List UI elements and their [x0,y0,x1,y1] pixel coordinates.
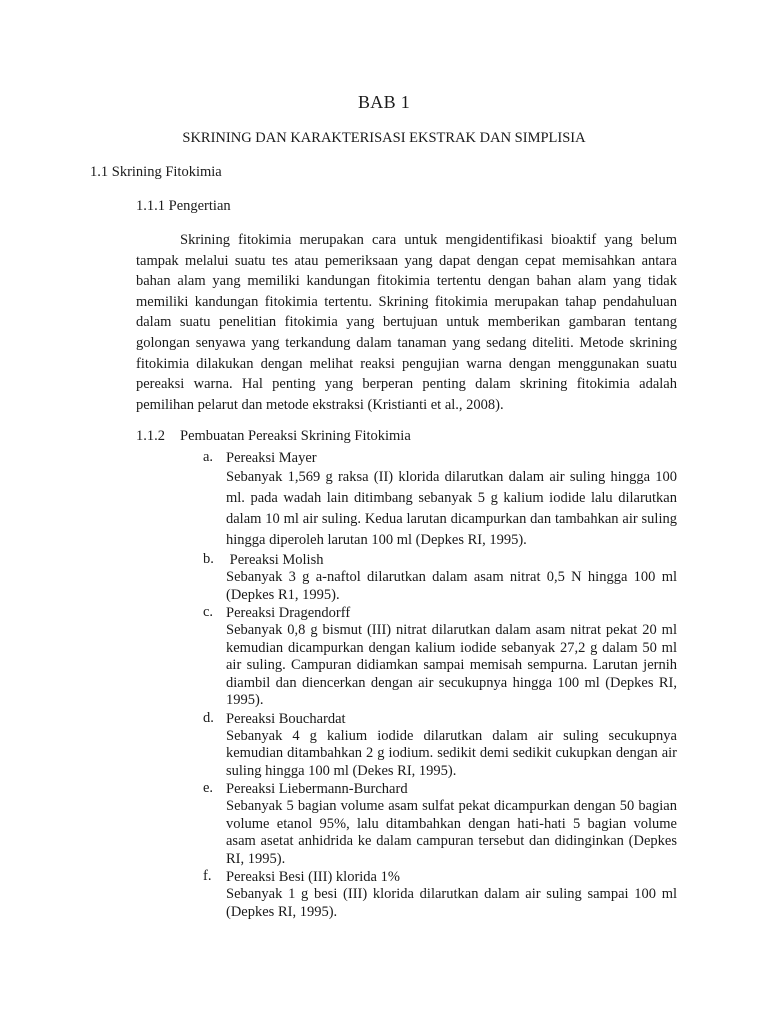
list-marker: a. [203,449,214,465]
reagent-description: Sebanyak 3 g a-naftol dilarutkan dalam asam nitrat 0,5 N hingga 100 ml (Depkes R1, 1995). [226,569,677,603]
chapter-number: BAB 1 [357,92,410,112]
reagent-title: Pereaksi Molish [226,552,324,568]
list-marker: b. [203,551,214,567]
list-item-bouchardat [203,710,677,781]
subsection-heading-pengertian: 1.1.1 Pengertian [136,198,231,214]
list-marker: c. [203,604,214,620]
list-marker: e. [203,780,214,796]
reagent-title: Pereaksi Liebermann-Burchard [226,781,408,797]
list-marker: d. [203,709,214,726]
subsection-number: 1.1.2 [136,428,165,444]
reagent-title: Pereaksi Besi (III) klorida 1% [226,869,400,885]
reagent-title: Pereaksi Bouchardat [226,710,346,727]
reagent-title: Pereaksi Mayer [226,450,317,466]
list-item-dragendorff [203,604,677,710]
subsection-title: Pembuatan Pereaksi Skrining Fitokimia [180,428,411,444]
pengertian-paragraph: Skrining fitokimia merupakan cara untuk mengidentifikasi bioaktif yang belum tampak melalui suatu tes atau pemeriksaan yang dapat dengan cepat memisahkan antara bahan alam yang memiliki kandungan fitokimia tertentu dengan bahan alam yang tidak memiliki kandungan fitokimia tertentu. Skrining fitokimia merupakan tahap pendahuluan dalam suatu penelitian fitokimia yang bertujuan untuk memberikan gambaran tentang golongan senyawa yang terkandung dalam tanaman yang sedang diteliti. Metode skrining fitokimia dilakukan dengan melihat reaksi pengujian warna dengan menggunakan suatu pereaksi warna. Hal penting yang berperan penting dalam skrining fitokimia adalah pemilihan pelarut dan metode ekstraksi (Kristianti et al., 2008). [136,232,677,413]
list-item-besi-klorida [203,868,677,921]
reagent-description: Sebanyak 1,569 g raksa (II) klorida dilarutkan dalam air suling hingga 100 ml. pada wadah lain ditimbang sebanyak 5 g kalium iodide lalu dilarutkan dalam 10 ml air suling. Kedua larutan dicampurkan dan tambahkan air suling hingga diperoleh larutan 100 ml (Depkes RI, 1995). [226,469,677,548]
section-heading: 1.1 Skrining Fitokimia [90,164,222,180]
list-item-mayer [203,449,677,551]
reagent-description: Sebanyak 5 bagian volume asam sulfat pekat dicampurkan dengan 50 bagian volume etanol 95%, lalu ditambahkan dengan hati-hati 5 bagian volume asam asetat anhidrida ke dalam campuran tersebut dan didinginkan (Depkes RI, 1995). [226,798,677,867]
list-item-liebermann-burchard [203,780,677,868]
chapter-title: SKRINING DAN KARAKTERISASI EKSTRAK DAN SIMPLISIA [182,130,586,146]
reagent-description: Sebanyak 0,8 g bismut (III) nitrat dilarutkan dalam asam nitrat pekat 20 ml kemudian dicampurkan dengan kalium iodide sebanyak 27,2 g dalam 50 ml air suling. Campuran didiamkan sampai memisah sempurna. Larutan jernih diambil dan diencerkan dengan air secukupnya hingga 100 ml (Depkes RI, 1995). [226,622,677,708]
reagent-title: Pereaksi Dragendorff [226,605,351,621]
reagent-description: Sebanyak 1 g besi (III) klorida dilarutkan dalam air suling sampai 100 ml (Depkes RI, 1995). [226,886,677,920]
reagent-list [203,449,677,921]
reagent-description: Sebanyak 4 g kalium iodide dilarutkan dalam air suling secukupnya kemudian ditambahkan 2 g iodium. sedikit demi sedikit cukupkan dengan air suling hingga 100 ml (Dekes RI, 1995). [226,727,677,779]
list-item-molish [203,551,677,604]
subsection-heading-pembuatan [136,428,411,445]
list-marker: f. [203,868,212,884]
